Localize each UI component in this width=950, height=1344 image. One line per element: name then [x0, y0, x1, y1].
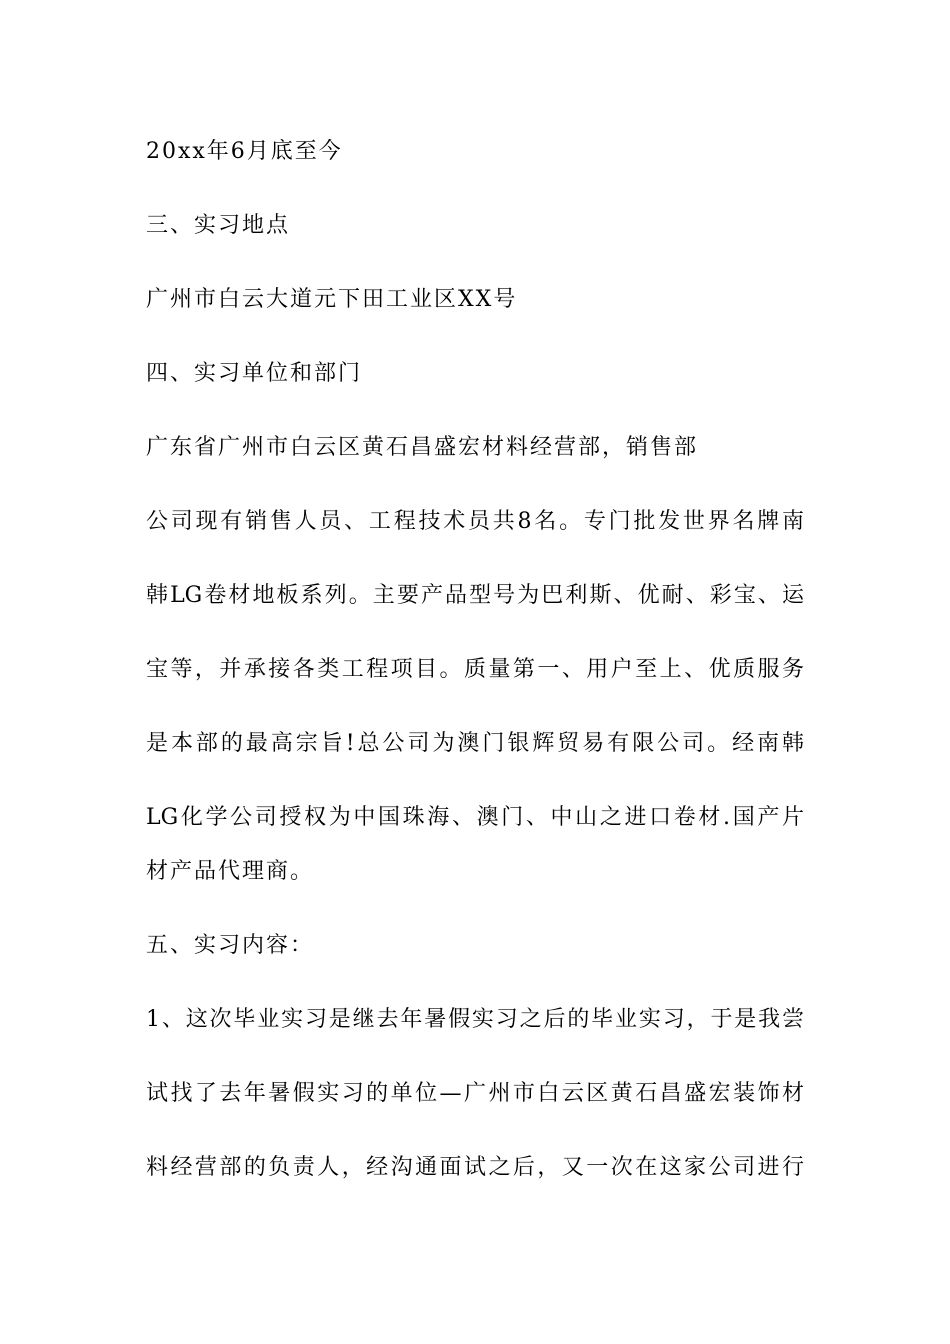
paragraph-line: 材产品代理商。 — [146, 859, 315, 884]
paragraph-line: 韩LG卷材地板系列。主要产品型号为巴利斯、优耐、彩宝、运 — [146, 583, 804, 608]
paragraph-line: 1、这次毕业实习是继去年暑假实习之后的毕业实习，于是我尝 — [146, 1007, 804, 1032]
paragraph-line: 试找了去年暑假实习的单位—广州市白云区黄石昌盛宏装饰材 — [146, 1081, 804, 1106]
paragraph-line: LG化学公司授权为中国珠海、澳门、中山之进口卷材.国产片 — [146, 805, 804, 830]
section-heading-content: 五、实习内容： — [146, 933, 315, 958]
internship-period-text: 20xx年6月底至今 — [146, 139, 343, 164]
section-heading-unit: 四、实习单位和部门 — [146, 361, 363, 386]
unit-department-text: 广东省广州市白云区黄石昌盛宏材料经营部，销售部 — [146, 435, 699, 460]
location-address-text: 广州市白云大道元下田工业区XX号 — [146, 287, 518, 312]
paragraph-line: 宝等，并承接各类工程项目。质量第一、用户至上、优质服务 — [146, 657, 804, 682]
paragraph-line: 是本部的最高宗旨!总公司为澳门银辉贸易有限公司。经南韩 — [146, 731, 804, 756]
paragraph-line: 公司现有销售人员、工程技术员共8名。专门批发世界名牌南 — [146, 509, 804, 534]
paragraph-line: 料经营部的负责人，经沟通面试之后，又一次在这家公司进行 — [146, 1155, 804, 1180]
section-heading-location: 三、实习地点 — [146, 213, 291, 238]
